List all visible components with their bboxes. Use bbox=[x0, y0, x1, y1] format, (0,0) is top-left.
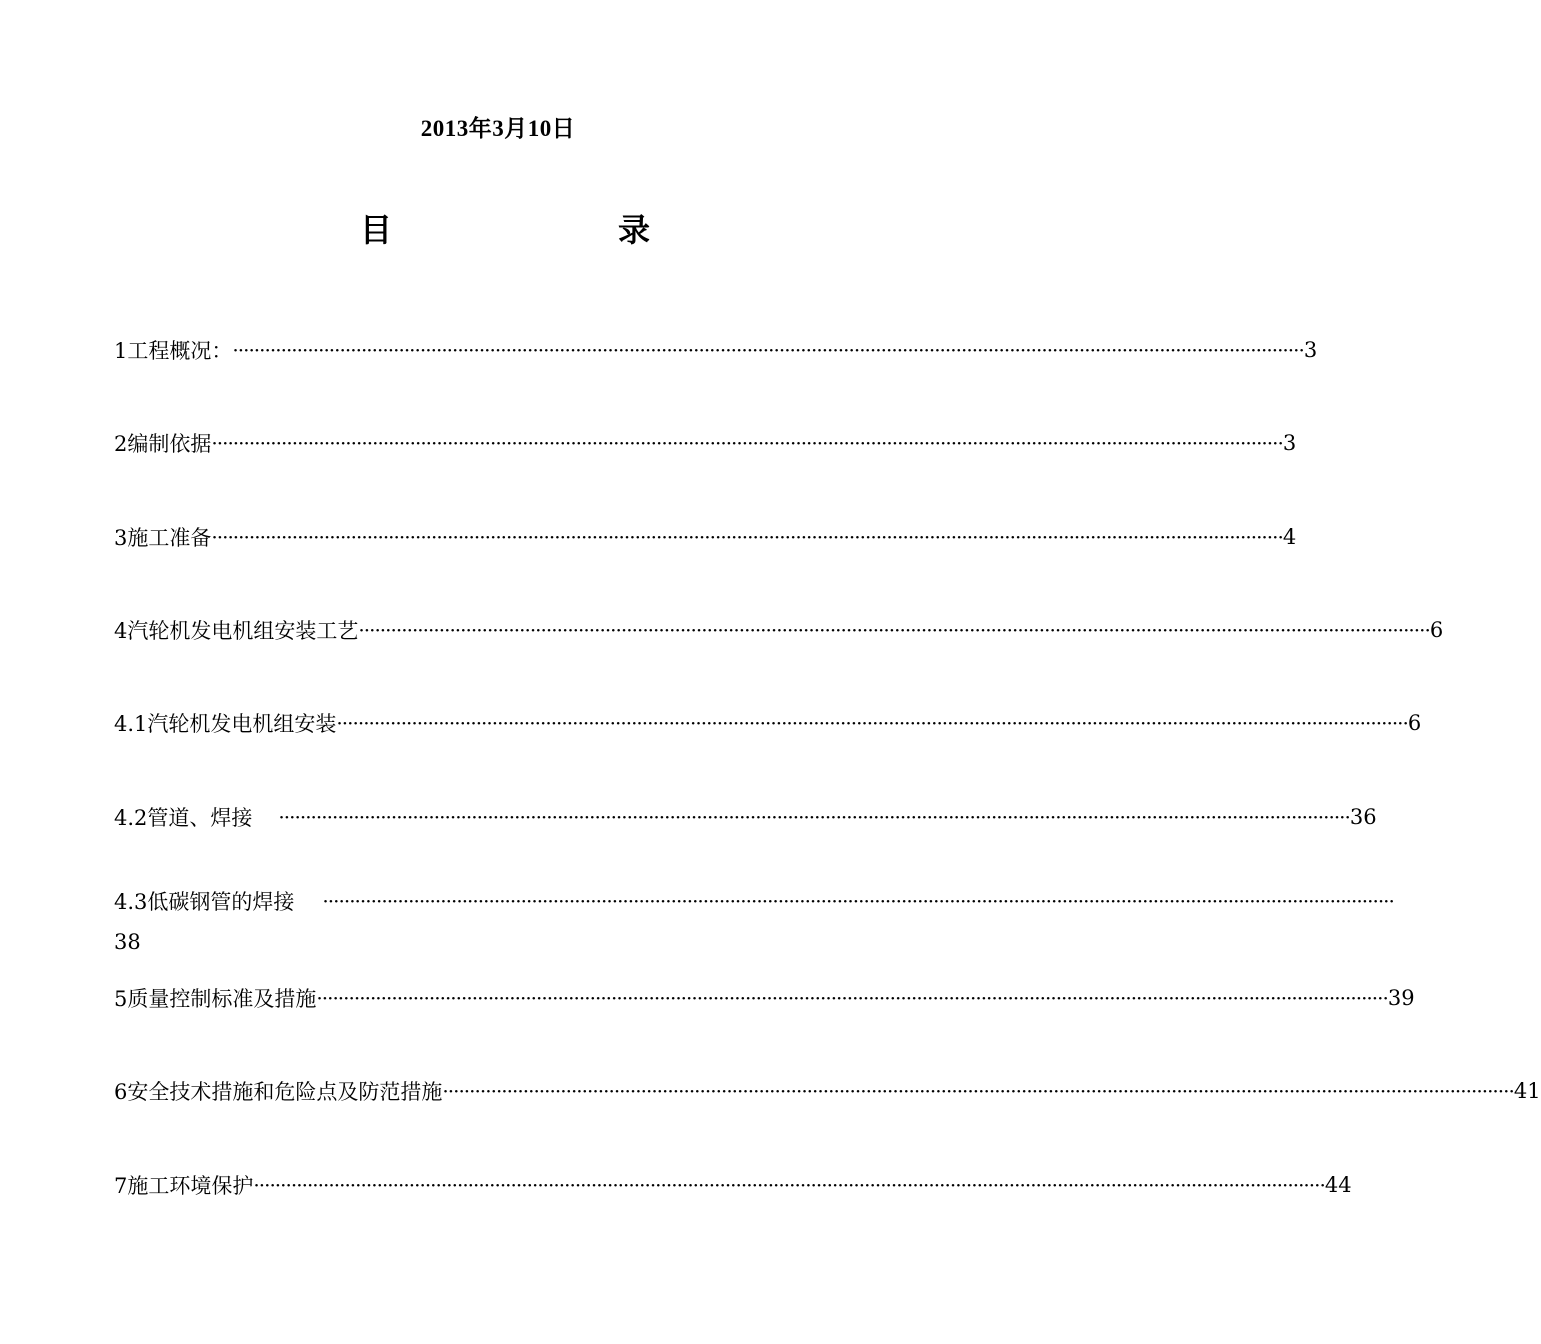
toc-entry-page: 4 bbox=[1282, 525, 1297, 549]
toc-entry[interactable] bbox=[114, 1075, 1541, 1107]
toc-leader-dots: ········································································································································································································ bbox=[358, 618, 1430, 642]
toc-entry[interactable] bbox=[114, 885, 1394, 917]
toc-entry-label: 6安全技术措施和危险点及防范措施 bbox=[114, 1080, 443, 1104]
toc-leader-dots: ········································································································································································································ bbox=[211, 525, 1283, 549]
toc-entry-page: 6 bbox=[1429, 618, 1444, 642]
toc-leader-dots: ········································································································································································································ bbox=[278, 805, 1350, 829]
toc-entry[interactable] bbox=[114, 521, 1297, 553]
toc-entry-page: 6 bbox=[1407, 711, 1422, 735]
toc-entry-page: 41 bbox=[1513, 1079, 1541, 1103]
toc-entry[interactable] bbox=[114, 707, 1422, 739]
toc-title bbox=[360, 205, 650, 251]
toc-entry-label: 4.2管道、焊接 bbox=[114, 806, 253, 830]
toc-entry-page: 3 bbox=[1282, 431, 1297, 455]
toc-leader-dots: ········································································································································································································ bbox=[232, 338, 1304, 362]
toc-entry-label: 4汽轮机发电机组安装工艺 bbox=[114, 619, 359, 643]
toc-entry-label: 7施工环境保护 bbox=[114, 1174, 254, 1198]
toc-entry-label: 2编制依据 bbox=[114, 432, 212, 456]
document-date: 2013年3月10日 bbox=[420, 116, 576, 141]
toc-entry-label: 5质量控制标准及措施 bbox=[114, 987, 317, 1011]
toc-entry-label: 3施工准备 bbox=[114, 526, 212, 550]
toc-leader-dots: ········································································································································································································ bbox=[211, 431, 1283, 455]
toc-entry-page: 39 bbox=[1387, 986, 1415, 1010]
toc-title-char-2: 录 bbox=[617, 211, 650, 249]
toc-title-char-1: 目 bbox=[360, 211, 393, 249]
toc-entry-label: 4.1汽轮机发电机组安装 bbox=[114, 712, 337, 736]
toc-leader-dots: ········································································································································································································ bbox=[336, 711, 1408, 735]
toc-leader-dots: ········································································································································································································ bbox=[442, 1079, 1514, 1103]
toc-entry-page: 3 bbox=[1303, 338, 1318, 362]
toc-leader-dots: ········································································································································································································ bbox=[316, 986, 1388, 1010]
toc-entry[interactable] bbox=[114, 334, 1318, 366]
toc-leader-dots: ········································································································································································································ bbox=[253, 1173, 1325, 1197]
toc-entry-page: 38 bbox=[114, 930, 141, 954]
toc-leader-dots: ········································································································································································································ bbox=[322, 889, 1394, 913]
toc-entry-page: 36 bbox=[1349, 805, 1377, 829]
toc-entry-label: 4.3低碳钢管的焊接 bbox=[114, 890, 295, 914]
toc-entry[interactable] bbox=[114, 1169, 1352, 1201]
toc-entry[interactable] bbox=[114, 614, 1444, 646]
toc-entry-label: 1工程概况： bbox=[114, 339, 233, 363]
toc-entry[interactable] bbox=[114, 801, 1377, 833]
toc-entry[interactable] bbox=[114, 427, 1297, 459]
toc-entry[interactable] bbox=[114, 982, 1415, 1014]
toc-entry-page: 44 bbox=[1324, 1173, 1352, 1197]
